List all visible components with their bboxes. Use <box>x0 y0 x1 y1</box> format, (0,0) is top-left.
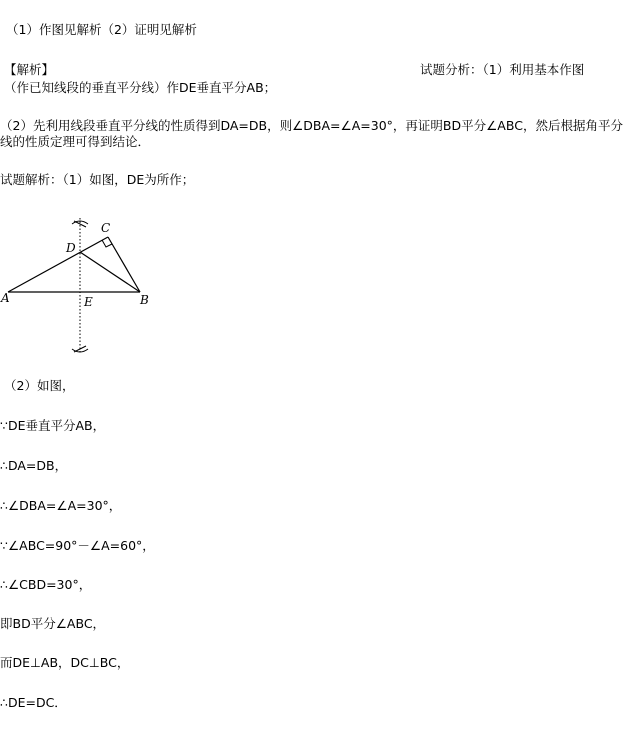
analysis-label: 试题分析：（1）利用基本作图 <box>420 62 585 77</box>
proof-step-2: ∴DA=DB， <box>0 458 68 473</box>
proof-step-1: ∵DE垂直平分AB， <box>0 418 106 433</box>
label-D: D <box>66 241 76 255</box>
proof-step-5: ∴∠CBD=30°， <box>0 577 92 592</box>
proof-step-7: 而DE⊥AB，DC⊥BC， <box>0 655 130 670</box>
proof-step-8: ∴DE=DC． <box>0 695 67 710</box>
solution-intro: 试题解析：（1）如图，DE为所作； <box>0 172 195 187</box>
analysis-part2: （2）先利用线段垂直平分线的性质得到DA=DB，则∠DBA=∠A=30°，再证明BD平分∠ABC，然后根据角平分线的性质定理可得到结论． <box>0 118 623 149</box>
geometry-figure <box>0 210 160 360</box>
segment-CB <box>108 237 140 292</box>
analysis-part1-continuation: （作已知线段的垂直平分线）作DE垂直平分AB； <box>4 80 277 95</box>
label-C: C <box>101 221 111 235</box>
segment-AC <box>8 237 108 292</box>
proof-step-3: ∴∠DBA=∠A=30°， <box>0 498 122 513</box>
answer-summary: （1）作图见解析（2）证明见解析 <box>6 22 197 37</box>
analysis-heading: 【解析】 <box>4 62 55 77</box>
proof-step-6: 即BD平分∠ABC， <box>0 616 106 631</box>
proof-step-4: ∵∠ABC=90°－∠A=60°， <box>0 538 155 553</box>
segment-DB <box>80 252 140 292</box>
label-B: B <box>140 293 149 307</box>
label-A: A <box>1 291 10 305</box>
label-E: E <box>84 295 93 309</box>
part2-intro: （2）如图， <box>4 378 75 393</box>
